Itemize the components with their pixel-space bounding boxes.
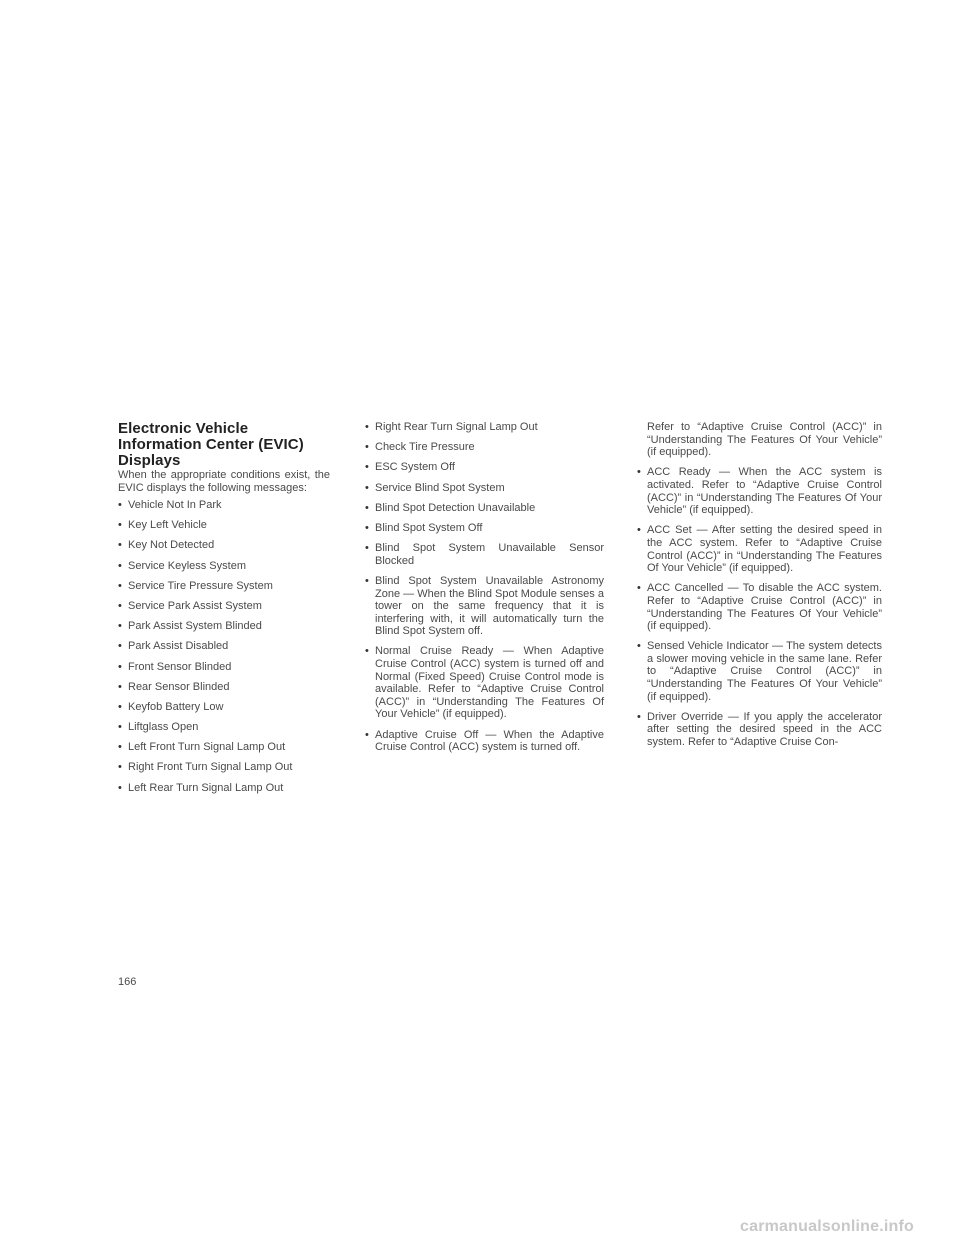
list-item: • ACC Ready — When the ACC system is activated. Refer to “Adaptive Cruise Control (ACC)” in “Understanding The Features Of Your Vehicle” (if equipped). (637, 466, 882, 516)
intro-text: When the appropriate conditions exist, the EVIC displays the following messages: (118, 469, 330, 494)
list-item: • Blind Spot System Unavailable Sensor Blocked (365, 542, 604, 567)
list-item: • Blind Spot System Off (365, 522, 604, 535)
list-item: • Adaptive Cruise Off — When the Adaptive Cruise Control (ACC) system is turned off. (365, 729, 604, 754)
list-item: • Key Left Vehicle (118, 519, 330, 532)
list-item: • Blind Spot Detection Unavailable (365, 502, 604, 515)
page-number: 166 (118, 976, 137, 988)
list-item: • Right Front Turn Signal Lamp Out (118, 761, 330, 774)
list-item-continuation: Refer to “Adaptive Cruise Control (ACC)” in “Understanding The Features Of Your Vehicle” (if equipped). (647, 421, 882, 459)
list-item: • Left Front Turn Signal Lamp Out (118, 741, 330, 754)
list-item: • Service Blind Spot System (365, 482, 604, 495)
list-item: • Right Rear Turn Signal Lamp Out (365, 421, 604, 434)
list-item: • Liftglass Open (118, 721, 330, 734)
list-item: • Rear Sensor Blinded (118, 681, 330, 694)
message-list-2 (365, 421, 604, 754)
column-2 (365, 421, 604, 761)
list-item: • Blind Spot System Unavailable Astronomy Zone — When the Blind Spot Module senses a tower on the same frequency that it is interfering with, it will automatically turn the Blind Spot System off. (365, 575, 604, 638)
list-item: • Service Tire Pressure System (118, 580, 330, 593)
list-item: • ESC System Off (365, 461, 604, 474)
column-1 (118, 421, 330, 802)
message-list-3 (637, 421, 882, 749)
list-item: • Service Park Assist System (118, 600, 330, 613)
list-item: • Left Rear Turn Signal Lamp Out (118, 782, 330, 795)
list-item: • Sensed Vehicle Indicator — The system detects a slower moving vehicle in the same lane. Refer to “Adaptive Cruise Control (ACC)” in “Understanding The Features Of Your Vehicle” (if equipped). (637, 640, 882, 703)
list-item: • Park Assist Disabled (118, 640, 330, 653)
list-item: • Driver Override — If you apply the accelerator after setting the desired speed in the ACC system. Refer to “Adaptive Cruise Con- (637, 711, 882, 749)
list-item: • ACC Set — After setting the desired speed in the ACC system. Refer to “Adaptive Cruise Control (ACC)” in “Understanding The Features Of Your Vehicle” (if equipped). (637, 524, 882, 574)
list-item: • ACC Cancelled — To disable the ACC system. Refer to “Adaptive Cruise Control (ACC)” in “Understanding The Features Of Your Vehicle” (if equipped). (637, 582, 882, 632)
list-item: • Key Not Detected (118, 539, 330, 552)
message-list-1 (118, 499, 330, 794)
watermark: carmanualsonline.info (740, 1218, 915, 1235)
section-heading: Electronic Vehicle Information Center (EVIC) Displays (118, 420, 304, 469)
list-item: • Check Tire Pressure (365, 441, 604, 454)
list-item: • Vehicle Not In Park (118, 499, 330, 512)
list-item: • Keyfob Battery Low (118, 701, 330, 714)
list-item: • Service Keyless System (118, 560, 330, 573)
list-item: • Front Sensor Blinded (118, 661, 330, 674)
column-3 (637, 421, 882, 756)
list-item: • Park Assist System Blinded (118, 620, 330, 633)
list-item: • Normal Cruise Ready — When Adaptive Cruise Control (ACC) system is turned off and Normal (Fixed Speed) Cruise Control mode is available. Refer to “Adaptive Cruise Control (ACC)” in “Understanding The Features Of Your Vehicle” (if equipped). (365, 645, 604, 721)
